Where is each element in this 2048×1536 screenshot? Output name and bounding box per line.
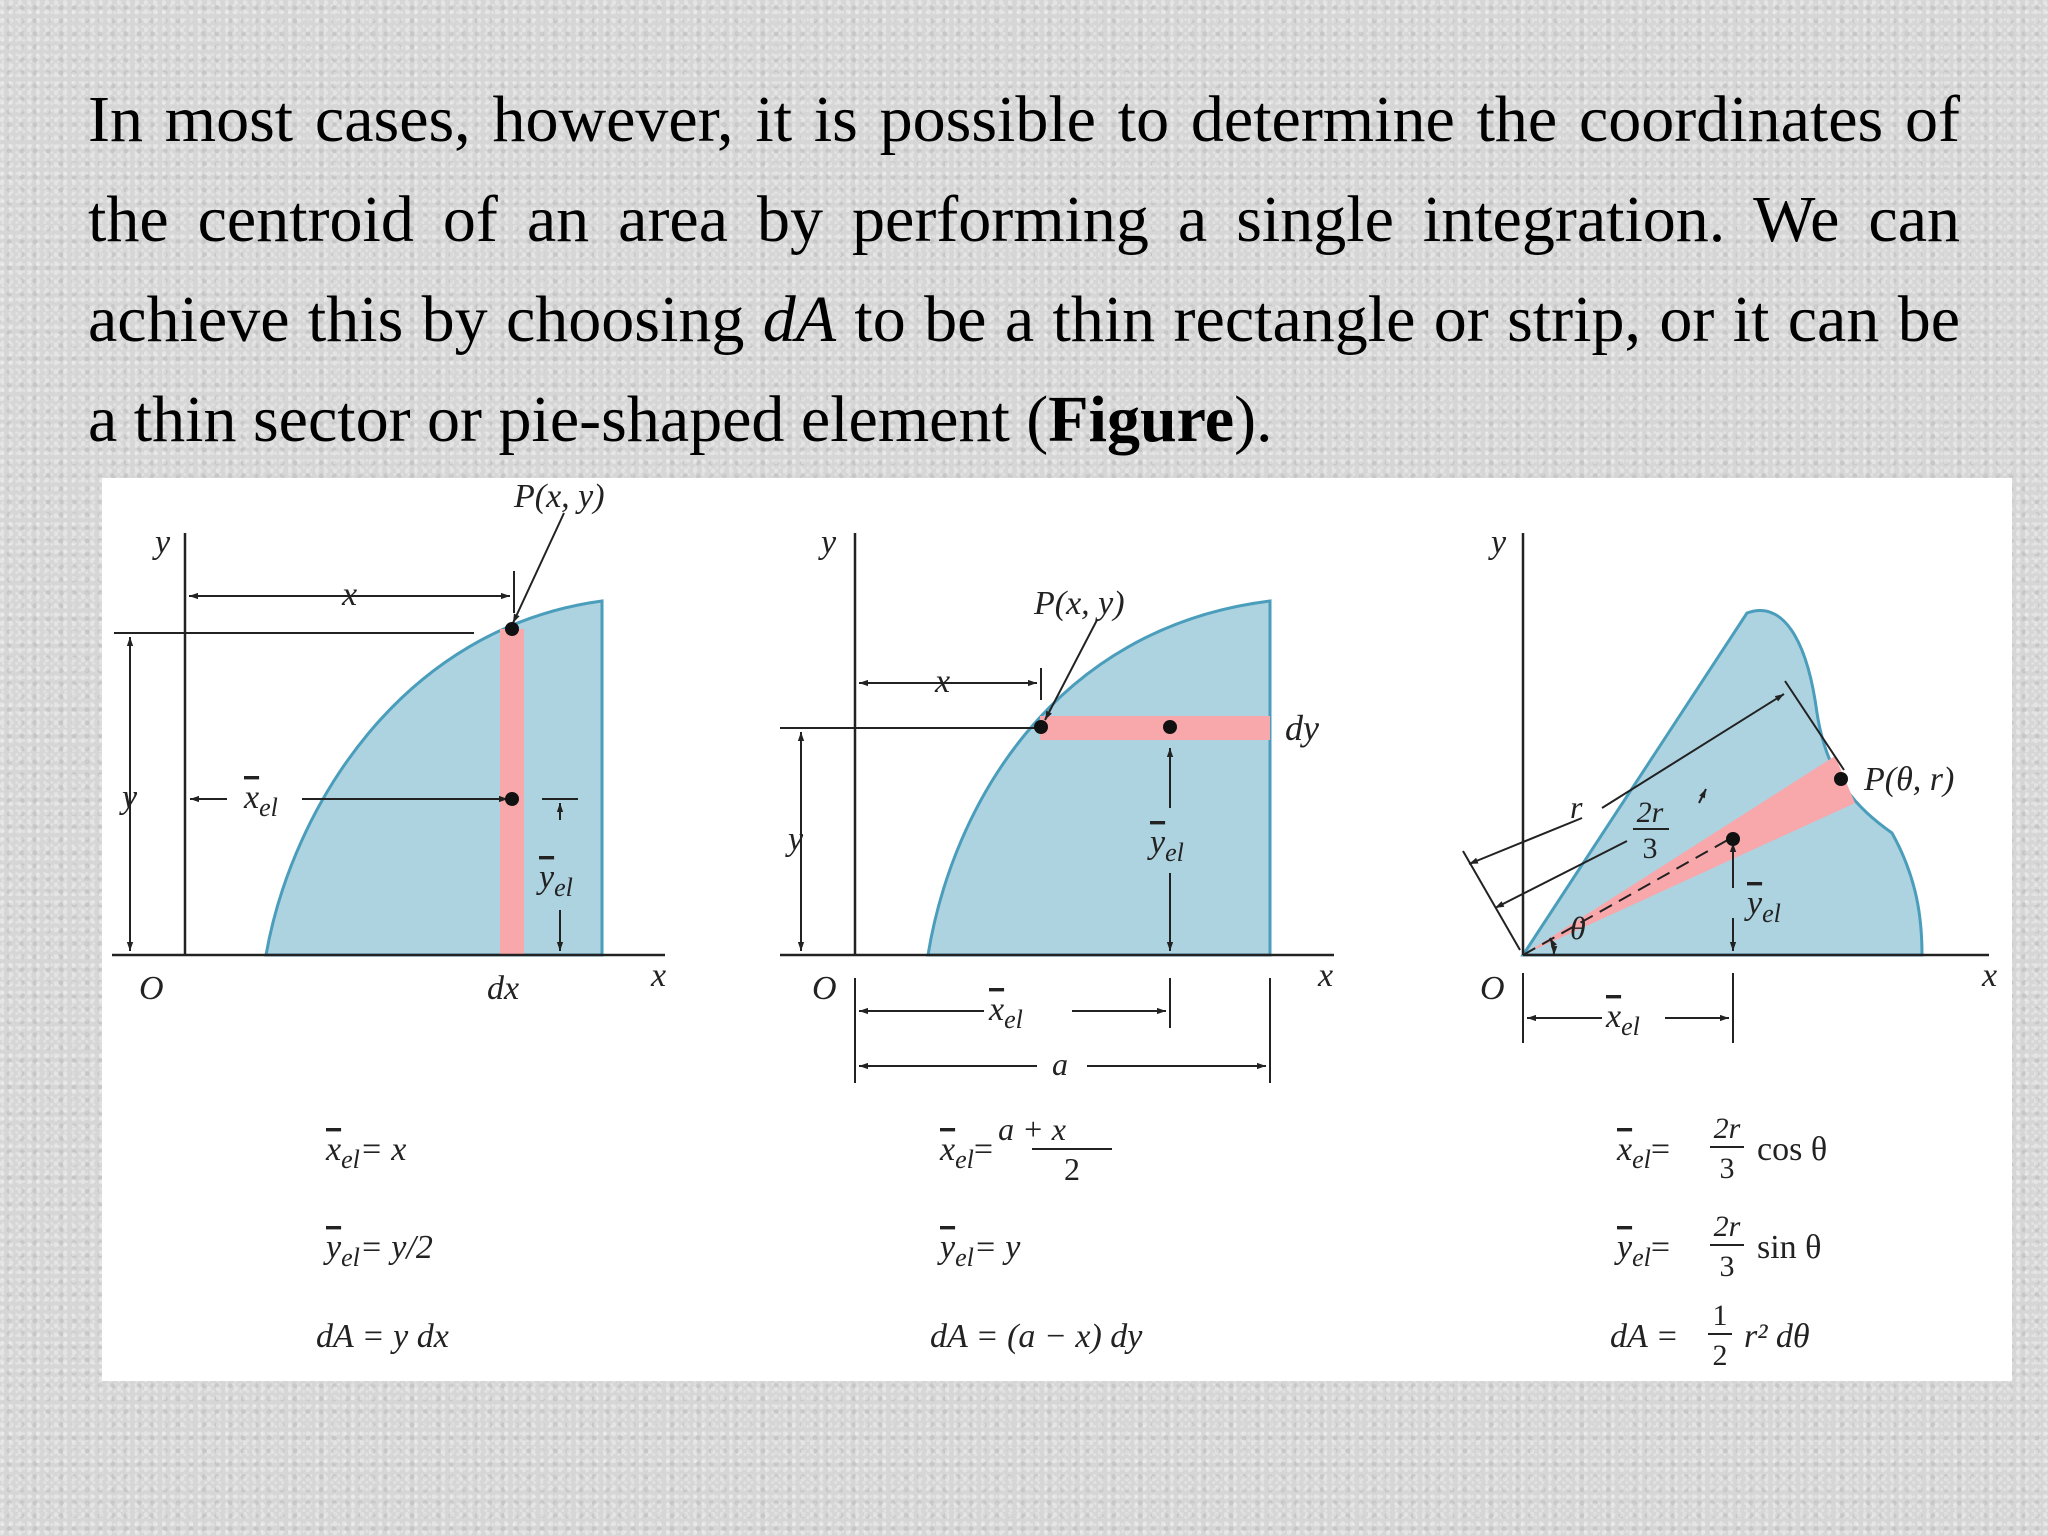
area-region: [928, 601, 1270, 955]
figure-reference: Figure: [1048, 383, 1235, 456]
label-origin: O: [1480, 970, 1505, 1007]
label-3: 3: [1642, 832, 1658, 865]
point-P: [1834, 772, 1848, 786]
eq-yel-tail: sin θ: [1757, 1229, 1822, 1266]
figure-panel: [102, 478, 2012, 1381]
label-r: r: [1570, 789, 1583, 825]
panel-horizontal-strip: [780, 524, 1334, 1355]
variable-dA: dA: [762, 283, 837, 356]
label-a: a: [1052, 1046, 1068, 1082]
eq-xel-denominator: 2: [1064, 1151, 1080, 1187]
eq-xel-den: 3: [1719, 1152, 1735, 1185]
element-centroid-dot: [505, 792, 519, 806]
eq-xel: $x_{el}= x$: [326, 1131, 407, 1174]
point-P: [505, 622, 519, 636]
point-P: [1034, 720, 1048, 734]
label-axis-x: x: [1982, 957, 1998, 994]
eq-yel: $y_{el}=$: [1617, 1229, 1671, 1272]
label-origin: O: [812, 970, 837, 1007]
panel-sector-element: [1463, 524, 1997, 1372]
eq-dA: dA = y dx: [316, 1318, 449, 1355]
body-paragraph: [88, 70, 1960, 470]
leader-line: [513, 513, 564, 623]
area-region: [266, 601, 602, 955]
r-arrow-in: [1469, 818, 1582, 864]
eq-xel-numerator: a + x: [998, 1111, 1066, 1147]
paragraph-text-1: In most cases, however, it is possible to determine the coordinates of the centroid of an area by performing a single integration. We can achieve this by choosing: [88, 83, 1960, 356]
eq-dA: dA =: [1610, 1318, 1679, 1355]
label-yel: $y_{el}$: [1747, 885, 1781, 928]
eq-yel: $y_{el}= y/2$: [326, 1229, 433, 1272]
eq-dA-tail: r² dθ: [1744, 1318, 1810, 1355]
label-2r: 2r: [1636, 796, 1664, 829]
label-xel: $x_{el}$: [989, 991, 1023, 1034]
paragraph-text-2: to be a thin rectangle or strip, or it can be a thin sector or pie-shaped element (: [88, 283, 1961, 456]
label-yel: $y_{el}$: [1150, 824, 1184, 867]
element-centroid-dot: [1163, 720, 1177, 734]
label-dim-x: x: [935, 663, 951, 700]
area-region: [1523, 610, 1922, 955]
paragraph-text-3: ).: [1234, 383, 1273, 456]
label-dim-x: x: [342, 576, 358, 613]
label-origin: O: [139, 970, 164, 1007]
label-yel: $y_{el}$: [539, 859, 573, 902]
panel-vertical-strip: [112, 478, 666, 1355]
label-point-P: P(θ, r): [1864, 761, 1955, 798]
eq-xel-num: 2r: [1713, 1112, 1741, 1145]
eq-dA-den: 2: [1712, 1339, 1728, 1372]
eq-xel: $x_{el}=$: [1617, 1131, 1671, 1174]
label-xel: $x_{el}$: [244, 779, 278, 822]
label-dx: dx: [487, 970, 520, 1007]
eq-yel-den: 3: [1719, 1250, 1735, 1283]
label-axis-x: x: [651, 957, 667, 994]
label-axis-y: y: [821, 524, 837, 561]
eq-dA-num: 1: [1712, 1299, 1728, 1332]
eq-dA: dA = (a − x) dy: [930, 1318, 1143, 1355]
label-dy: dy: [1285, 708, 1319, 748]
label-dim-y: y: [788, 821, 804, 858]
label-point-P: P(x, y): [1034, 585, 1125, 622]
label-axis-y: y: [1491, 524, 1507, 561]
eq-xel: $x_{el}=$: [940, 1131, 994, 1174]
label-axis-y: y: [155, 524, 171, 561]
label-theta: θ: [1570, 910, 1586, 946]
eq-yel: $y_{el}= y$: [940, 1229, 1021, 1272]
label-xel: $x_{el}$: [1606, 998, 1640, 1041]
centroid-diagrams: [102, 478, 2012, 1381]
label-point-P: P(x, y): [514, 478, 605, 515]
eq-yel-num: 2r: [1713, 1210, 1741, 1243]
eq-xel-tail: cos θ: [1757, 1131, 1828, 1168]
horizontal-strip-element: [1040, 716, 1270, 740]
label-dim-y: y: [122, 779, 138, 816]
label-axis-x: x: [1318, 957, 1334, 994]
element-centroid-dot: [1726, 832, 1740, 846]
